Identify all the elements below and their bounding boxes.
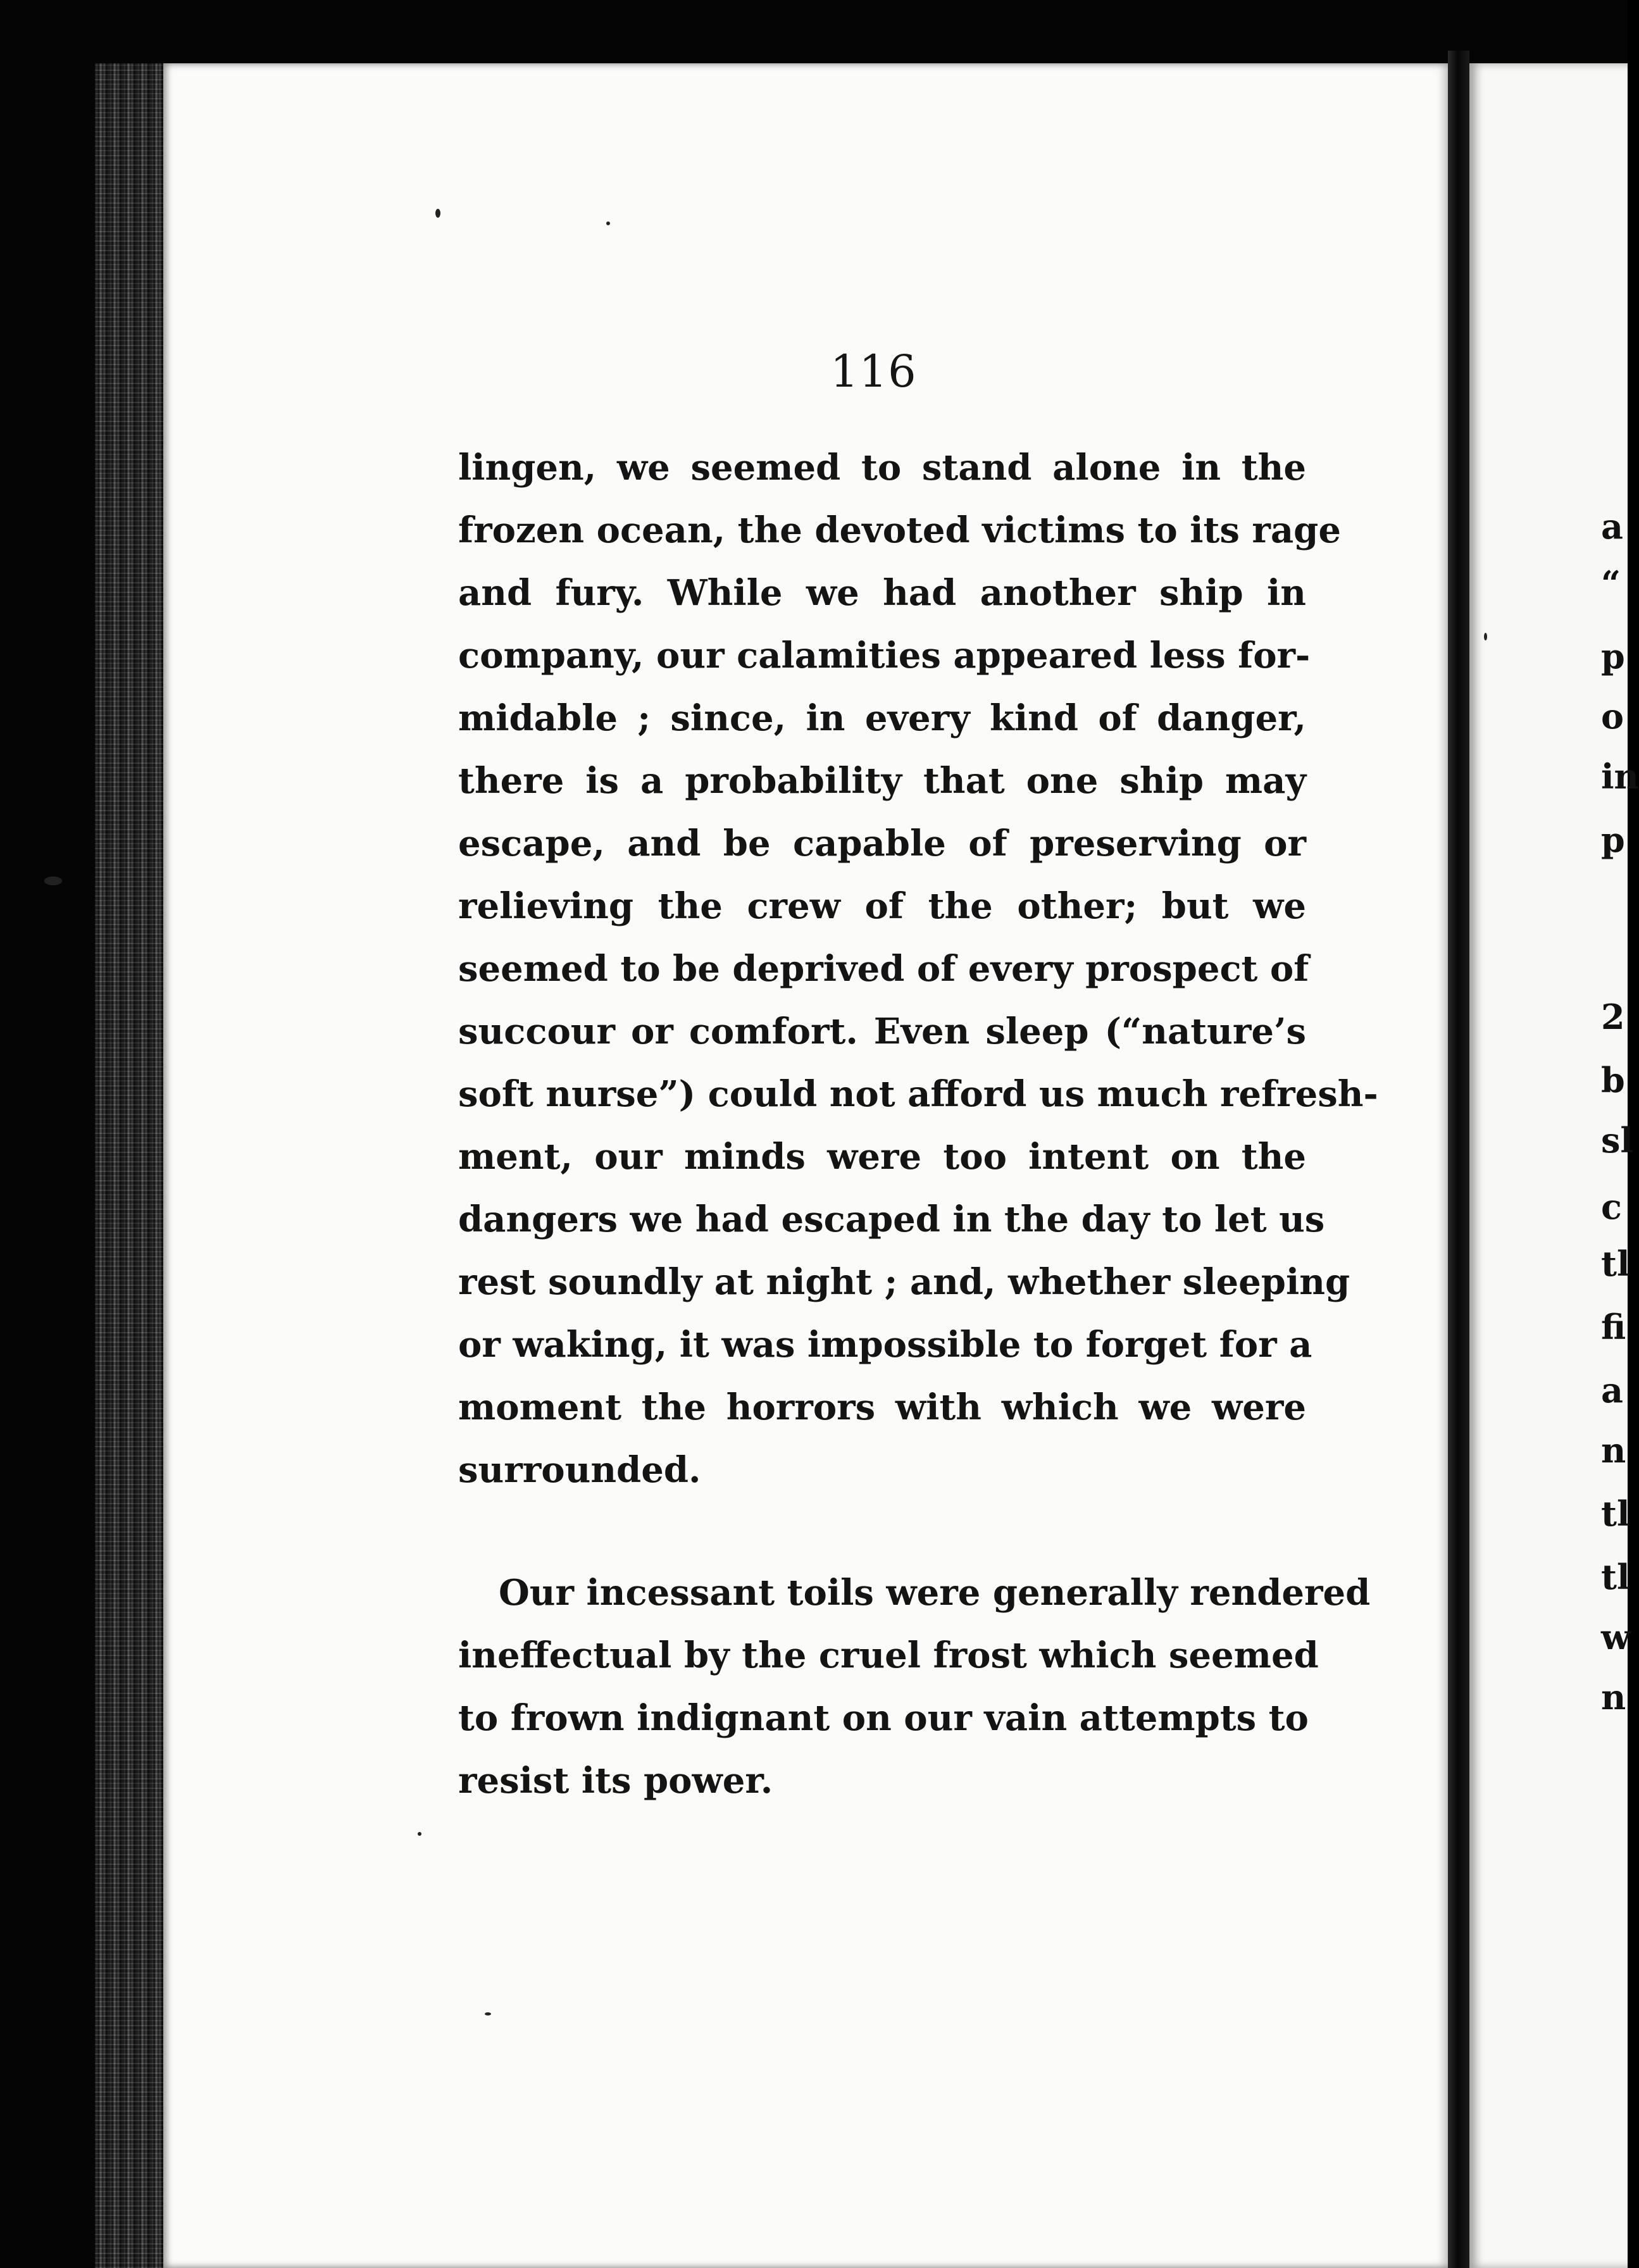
facing-fragment: o [1601,696,1624,737]
text-line: relieving the crew of the other; but we [458,885,1306,927]
text-line: surrounded. [458,1449,701,1491]
text-line: resist its power. [458,1760,773,1802]
facing-fragment: a [1601,506,1623,547]
facing-fragment: tl [1601,1243,1630,1284]
text-line: soft nurse”) could not afford us much refresh- [458,1073,1378,1115]
facing-fragment: sl [1601,1120,1633,1161]
facing-fragment: tl [1601,1557,1630,1597]
dust-speck [485,2012,491,2016]
facing-fragment: c [1601,1187,1622,1227]
text-line: rest soundly at night ; and, whether sleeping [458,1261,1350,1303]
paragraph-2 [458,1562,1371,1812]
text-line: ment, our minds were too intent on the [458,1136,1306,1178]
facing-fragment: p [1601,819,1625,860]
facing-fragment: a [1601,1370,1623,1411]
text-line: ineffectual by the cruel frost which seemed [458,1635,1319,1676]
dust-speck [44,876,62,885]
text-line: company, our calamities appeared less for- [458,635,1311,676]
text-line: dangers we had escaped in the day to let us [458,1199,1325,1240]
text-line: Our incessant toils were generally rendered [499,1572,1371,1614]
text-line: seemed to be deprived of every prospect of [458,948,1309,990]
text-line: or waking, it was impossible to forget for a [458,1324,1312,1366]
text-line: escape, and be capable of preserving or [458,823,1306,864]
text-line: midable ; since, in every kind of danger, [458,697,1306,739]
text-line: succour or comfort. Even sleep (“nature’s [458,1011,1306,1052]
facing-fragment: 2 [1601,997,1625,1037]
facing-fragment: n [1601,1677,1626,1717]
dust-speck [435,209,440,218]
facing-fragment: fi [1601,1307,1626,1347]
page-number: 116 [830,346,917,397]
text-line: to frown indignant on our vain attempts to [458,1697,1309,1739]
facing-fragment: p [1601,636,1625,676]
text-line: frozen ocean, the devoted victims to its rage [458,509,1341,551]
facing-fragment: w [1601,1617,1631,1657]
facing-fragment: tl [1601,1493,1630,1534]
paragraph-1 [458,437,1378,1502]
text-line: there is a probability that one ship may [458,760,1306,802]
text-line: moment the horrors with which we were [458,1386,1306,1428]
book-spine-shadow [1448,51,1469,2268]
facing-fragment: in [1601,756,1639,797]
dust-speck [606,221,610,225]
dust-speck [1484,633,1487,640]
facing-fragment: “ [1601,563,1621,604]
facing-page [1469,63,1628,2268]
facing-fragment: n [1601,1430,1626,1471]
text-line: lingen, we seemed to stand alone in the [458,447,1306,489]
dust-speck [418,1832,421,1836]
facing-fragment: b [1601,1060,1625,1100]
text-line: and fury. While we had another ship in [458,572,1306,614]
book-binding-edge [95,63,165,2268]
